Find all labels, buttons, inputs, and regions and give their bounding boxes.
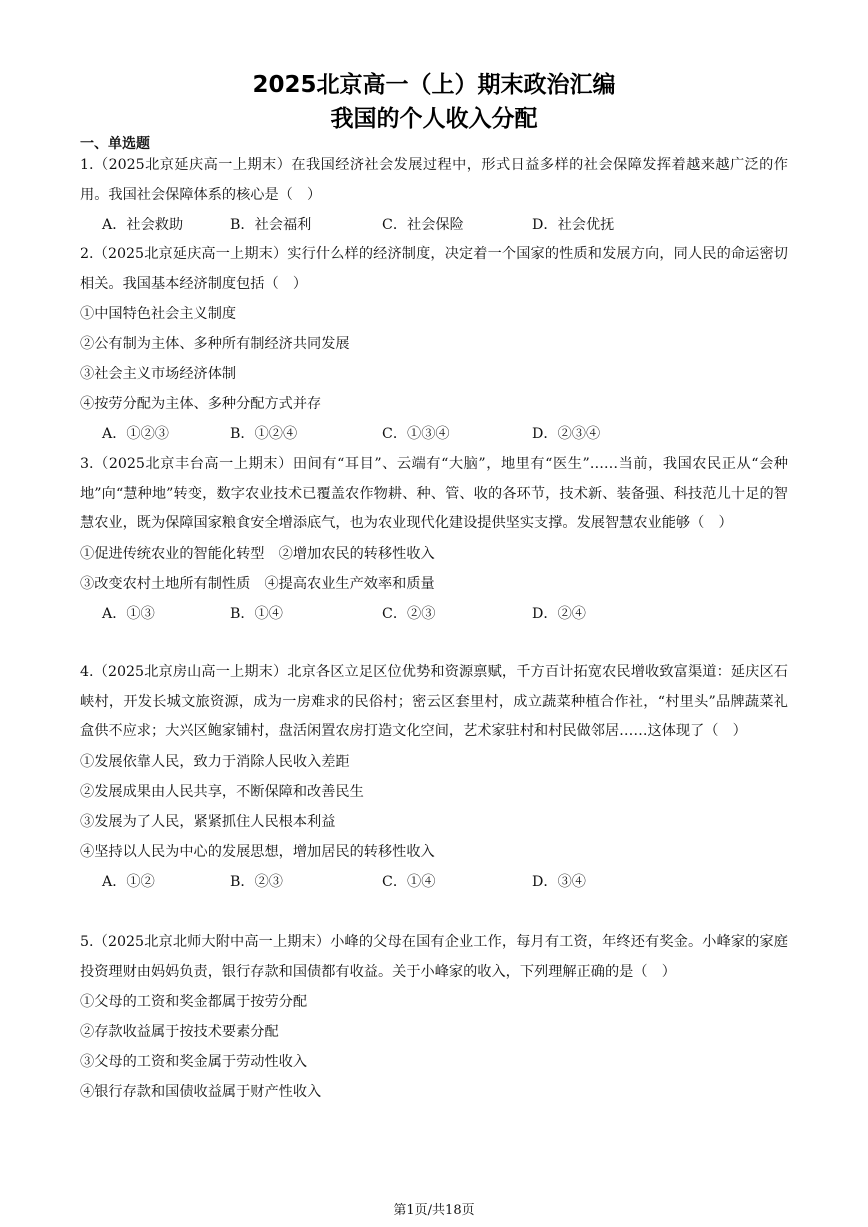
- question-1: [80, 151, 788, 240]
- statement-line-1: ①促进传统农业的智能化转型 ②增加农民的转移性收入: [80, 546, 435, 563]
- question-stem: 5.（2025北京北师大附中高一上期末）小峰的父母在国有企业工作，每月有工资，年终还有奖金。小峰家的家庭投资理财由妈妈负责，银行存款和国债都有收益。关于小峰家的收入，下列理解正确的是（ ）: [80, 934, 788, 980]
- choice-c: C．②③: [382, 606, 436, 623]
- answer-choices: [80, 419, 788, 449]
- statement-4: ④按劳分配为主体、多种分配方式并存: [80, 396, 322, 413]
- statement-2: ②发展成果由人民共享，不断保障和改善民生: [80, 784, 364, 801]
- statement-2: ②存款收益属于按技术要素分配: [80, 1024, 279, 1041]
- statement-1: ①发展依靠人民，致力于消除人民收入差距: [80, 754, 350, 771]
- statement-2: ②公有制为主体、多种所有制经济共同发展: [80, 336, 350, 353]
- question-stem: 2.（2025北京延庆高一上期末）实行什么样的经济制度，决定着一个国家的性质和发展方向，同人民的命运密切相关。我国基本经济制度包括（ ）: [80, 246, 788, 292]
- question-5: [80, 928, 788, 1107]
- statement-3: ③社会主义市场经济体制: [80, 366, 237, 383]
- question-4: [80, 658, 788, 897]
- section-heading: 一、单选题: [80, 136, 150, 152]
- question-2: [80, 240, 788, 449]
- answer-choices: [80, 210, 788, 240]
- choice-a: A．社会救助: [102, 217, 184, 234]
- statement-1: ①父母的工资和奖金都属于按劳分配: [80, 994, 308, 1011]
- choice-d: D．社会优抚: [532, 217, 615, 234]
- choice-a: A．①③: [102, 606, 155, 623]
- choice-d: D．②③④: [532, 426, 601, 443]
- statement-4: ④坚持以人民为中心的发展思想，增加居民的转移性收入: [80, 844, 435, 861]
- statement-3: ③父母的工资和奖金属于劳动性收入: [80, 1054, 308, 1071]
- answer-choices: [80, 867, 788, 897]
- question-stem: 1.（2025北京延庆高一上期末）在我国经济社会发展过程中，形式日益多样的社会保障发挥着越来越广泛的作用。我国社会保障体系的核心是（ ）: [80, 157, 788, 203]
- choice-a: A．①②: [102, 874, 155, 891]
- choice-b: B．①②④: [230, 426, 298, 443]
- question-stem: 3.（2025北京丰台高一上期末）田间有“耳目”、云端有“大脑”，地里有“医生”……当前，我国农民正从“会种地”向“慧种地”转变，数字农业技术已覆盖农作物耕、种、管、收的各环节，技术新、装备强、科技范儿十足的智慧农业，既为保障国家粮食安全增添底气，也为农业现代化建设提供坚实支撑。发展智慧农业能够（ ）: [80, 456, 788, 532]
- question-stem: 4.（2025北京房山高一上期末）北京各区立足区位优势和资源禀赋，千方百计拓宽农民增收致富渠道：延庆区石峡村，开发长城文旅资源，成为一房难求的民俗村；密云区套里村，成立蔬菜种植合作社，“村里头”品牌蔬菜礼盒供不应求；大兴区鲍家铺村，盘活闲置农房打造文化空间，艺术家驻村和村民做邻居……这体现了（ ）: [80, 664, 788, 740]
- choice-d: D．③④: [532, 874, 586, 891]
- page-number: 第1页/共18页: [393, 1203, 475, 1218]
- choice-c: C．①③④: [382, 426, 450, 443]
- document-title: 2025北京高一（上）期末政治汇编: [252, 72, 616, 98]
- choice-b: B．①④: [230, 606, 283, 623]
- choice-d: D．②④: [532, 606, 586, 623]
- statement-3: ③发展为了人民，紧紧抓住人民根本利益: [80, 814, 336, 831]
- question-3: [80, 450, 788, 629]
- choice-b: B．社会福利: [230, 217, 312, 234]
- statement-4: ④银行存款和国债收益属于财产性收入: [80, 1084, 322, 1101]
- choice-c: C．社会保险: [382, 217, 464, 234]
- answer-choices: [80, 599, 788, 629]
- statement-1: ①中国特色社会主义制度: [80, 306, 237, 323]
- document-subtitle: 我国的个人收入分配: [330, 106, 538, 132]
- choice-a: A．①②③: [102, 426, 169, 443]
- statement-line-2: ③改变农村土地所有制性质 ④提高农业生产效率和质量: [80, 576, 435, 593]
- choice-b: B．②③: [230, 874, 283, 891]
- choice-c: C．①④: [382, 874, 436, 891]
